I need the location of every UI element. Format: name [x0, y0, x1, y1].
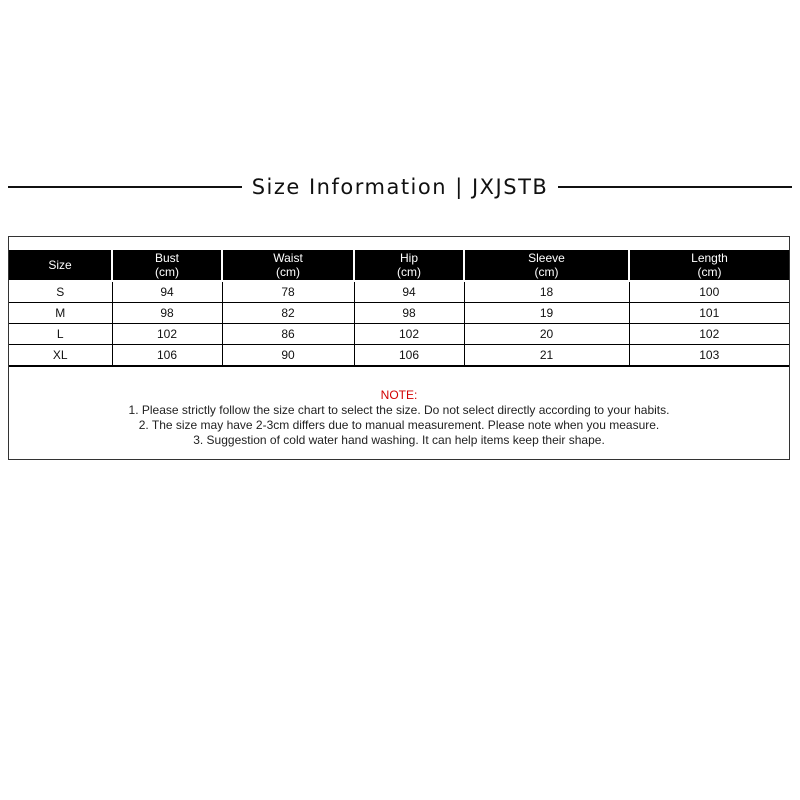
waist-cell: 90 [222, 345, 354, 367]
column-header-sleeve [464, 250, 629, 281]
column-header-waist [222, 250, 354, 281]
table-row [9, 324, 789, 345]
column-label: Waist [273, 251, 303, 265]
hip-cell: 102 [354, 324, 464, 345]
size-cell: XL [9, 345, 112, 367]
column-unit: (cm) [697, 265, 722, 279]
size-cell: L [9, 324, 112, 345]
note-line: 3. Suggestion of cold water hand washing. It can help items keep their shape. [193, 433, 605, 447]
bust-cell: 98 [112, 303, 222, 324]
column-header-hip [354, 250, 464, 281]
length-cell: 100 [629, 281, 789, 303]
column-unit: (cm) [276, 265, 300, 279]
bust-cell: 106 [112, 345, 222, 367]
column-unit: (cm) [397, 265, 421, 279]
note-heading: NOTE: [380, 388, 418, 402]
column-label: Size [48, 258, 72, 272]
size-notes [9, 388, 789, 448]
table-header-row [9, 250, 789, 281]
sleeve-cell: 21 [464, 345, 629, 367]
column-unit: (cm) [155, 265, 179, 279]
size-cell: S [9, 281, 112, 303]
hip-cell: 98 [354, 303, 464, 324]
length-cell: 103 [629, 345, 789, 367]
hip-cell: 94 [354, 281, 464, 303]
column-header-size [9, 250, 112, 281]
column-label: Bust [154, 251, 179, 265]
column-header-bust [112, 250, 222, 281]
size-cell: M [9, 303, 112, 324]
sleeve-cell: 18 [464, 281, 629, 303]
table-row [9, 303, 789, 324]
column-label: Sleeve [528, 251, 565, 265]
bust-cell: 102 [112, 324, 222, 345]
header-rule-right [558, 186, 792, 188]
sleeve-cell: 20 [464, 324, 629, 345]
column-unit: (cm) [534, 265, 559, 279]
table-row [9, 345, 789, 367]
size-chart-box [8, 236, 790, 460]
waist-cell: 86 [222, 324, 354, 345]
column-label: Hip [399, 251, 418, 265]
column-header-length [629, 250, 789, 281]
size-table [9, 250, 789, 367]
sleeve-cell: 19 [464, 303, 629, 324]
length-cell: 102 [629, 324, 789, 345]
note-line: 1. Please strictly follow the size chart to select the size. Do not select directly according to your habits. [128, 403, 670, 417]
column-label: Length [691, 251, 728, 265]
waist-cell: 82 [222, 303, 354, 324]
table-row [9, 281, 789, 303]
hip-cell: 106 [354, 345, 464, 367]
length-cell: 101 [629, 303, 789, 324]
header-rule-left [8, 186, 242, 188]
page-title: Size Information | JXJSTB [251, 175, 549, 199]
size-info-header [8, 172, 792, 202]
bust-cell: 94 [112, 281, 222, 303]
note-line: 2. The size may have 2-3cm differs due to manual measurement. Please note when you measure. [138, 418, 660, 432]
waist-cell: 78 [222, 281, 354, 303]
